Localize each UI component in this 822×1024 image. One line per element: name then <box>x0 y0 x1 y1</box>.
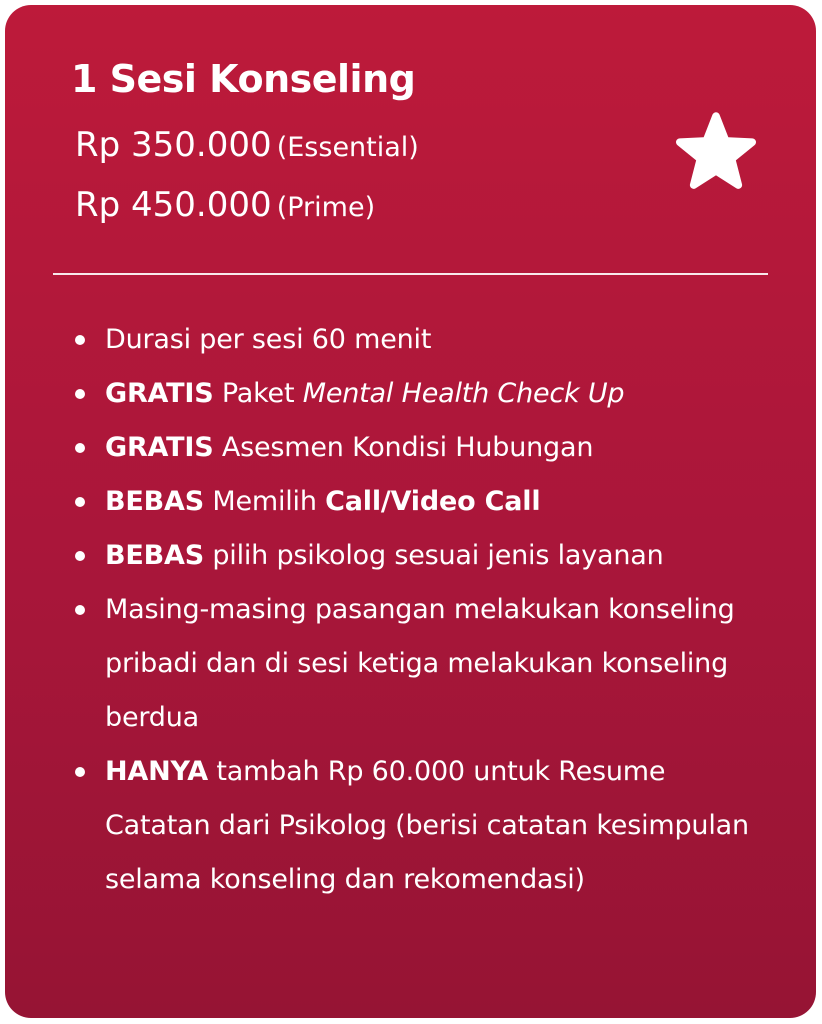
star-icon <box>673 111 759 191</box>
price-tier: (Essential) <box>276 132 419 163</box>
feature-text: Durasi per sesi 60 menit <box>105 324 432 355</box>
feature-emphasis: GRATIS <box>105 432 214 463</box>
list-item <box>75 583 765 745</box>
bullet-icon <box>75 605 85 615</box>
price-tier: (Prime) <box>276 192 376 223</box>
price-essential <box>75 125 419 166</box>
feature-text: pilih psikolog sesuai jenis layanan <box>212 540 664 571</box>
list-item <box>75 529 765 583</box>
pricing-card <box>5 5 816 1018</box>
bullet-icon <box>75 767 85 777</box>
feature-italic: Mental Health Check Up <box>302 378 625 409</box>
bullet-icon <box>75 335 85 345</box>
feature-text: Memilih <box>212 486 317 517</box>
feature-emphasis: HANYA <box>105 756 208 787</box>
card-title: 1 Sesi Konseling <box>71 57 416 101</box>
price-amount: Rp 450.000 <box>75 185 272 225</box>
feature-text: Masing-masing pasangan melakukan konseling pribadi dan di sesi ketiga melakukan konseling berdua <box>105 594 735 733</box>
feature-emphasis: Call/Video Call <box>325 486 541 517</box>
divider <box>53 273 768 275</box>
bullet-icon <box>75 389 85 399</box>
price-amount: Rp 350.000 <box>75 125 272 165</box>
feature-text: Paket <box>221 378 295 409</box>
list-item <box>75 745 765 907</box>
feature-text: tambah Rp 60.000 untuk Resume Catatan dari Psikolog (berisi catatan kesimpulan selama konseling dan rekomendasi) <box>105 756 749 895</box>
feature-text: Asesmen Kondisi Hubungan <box>221 432 594 463</box>
price-prime <box>75 185 375 226</box>
list-item <box>75 475 765 529</box>
bullet-icon <box>75 443 85 453</box>
feature-list <box>75 313 765 907</box>
bullet-icon <box>75 551 85 561</box>
feature-emphasis: BEBAS <box>105 486 204 517</box>
list-item <box>75 367 765 421</box>
feature-emphasis: GRATIS <box>105 378 214 409</box>
bullet-icon <box>75 497 85 507</box>
list-item <box>75 313 765 367</box>
list-item <box>75 421 765 475</box>
feature-emphasis: BEBAS <box>105 540 204 571</box>
